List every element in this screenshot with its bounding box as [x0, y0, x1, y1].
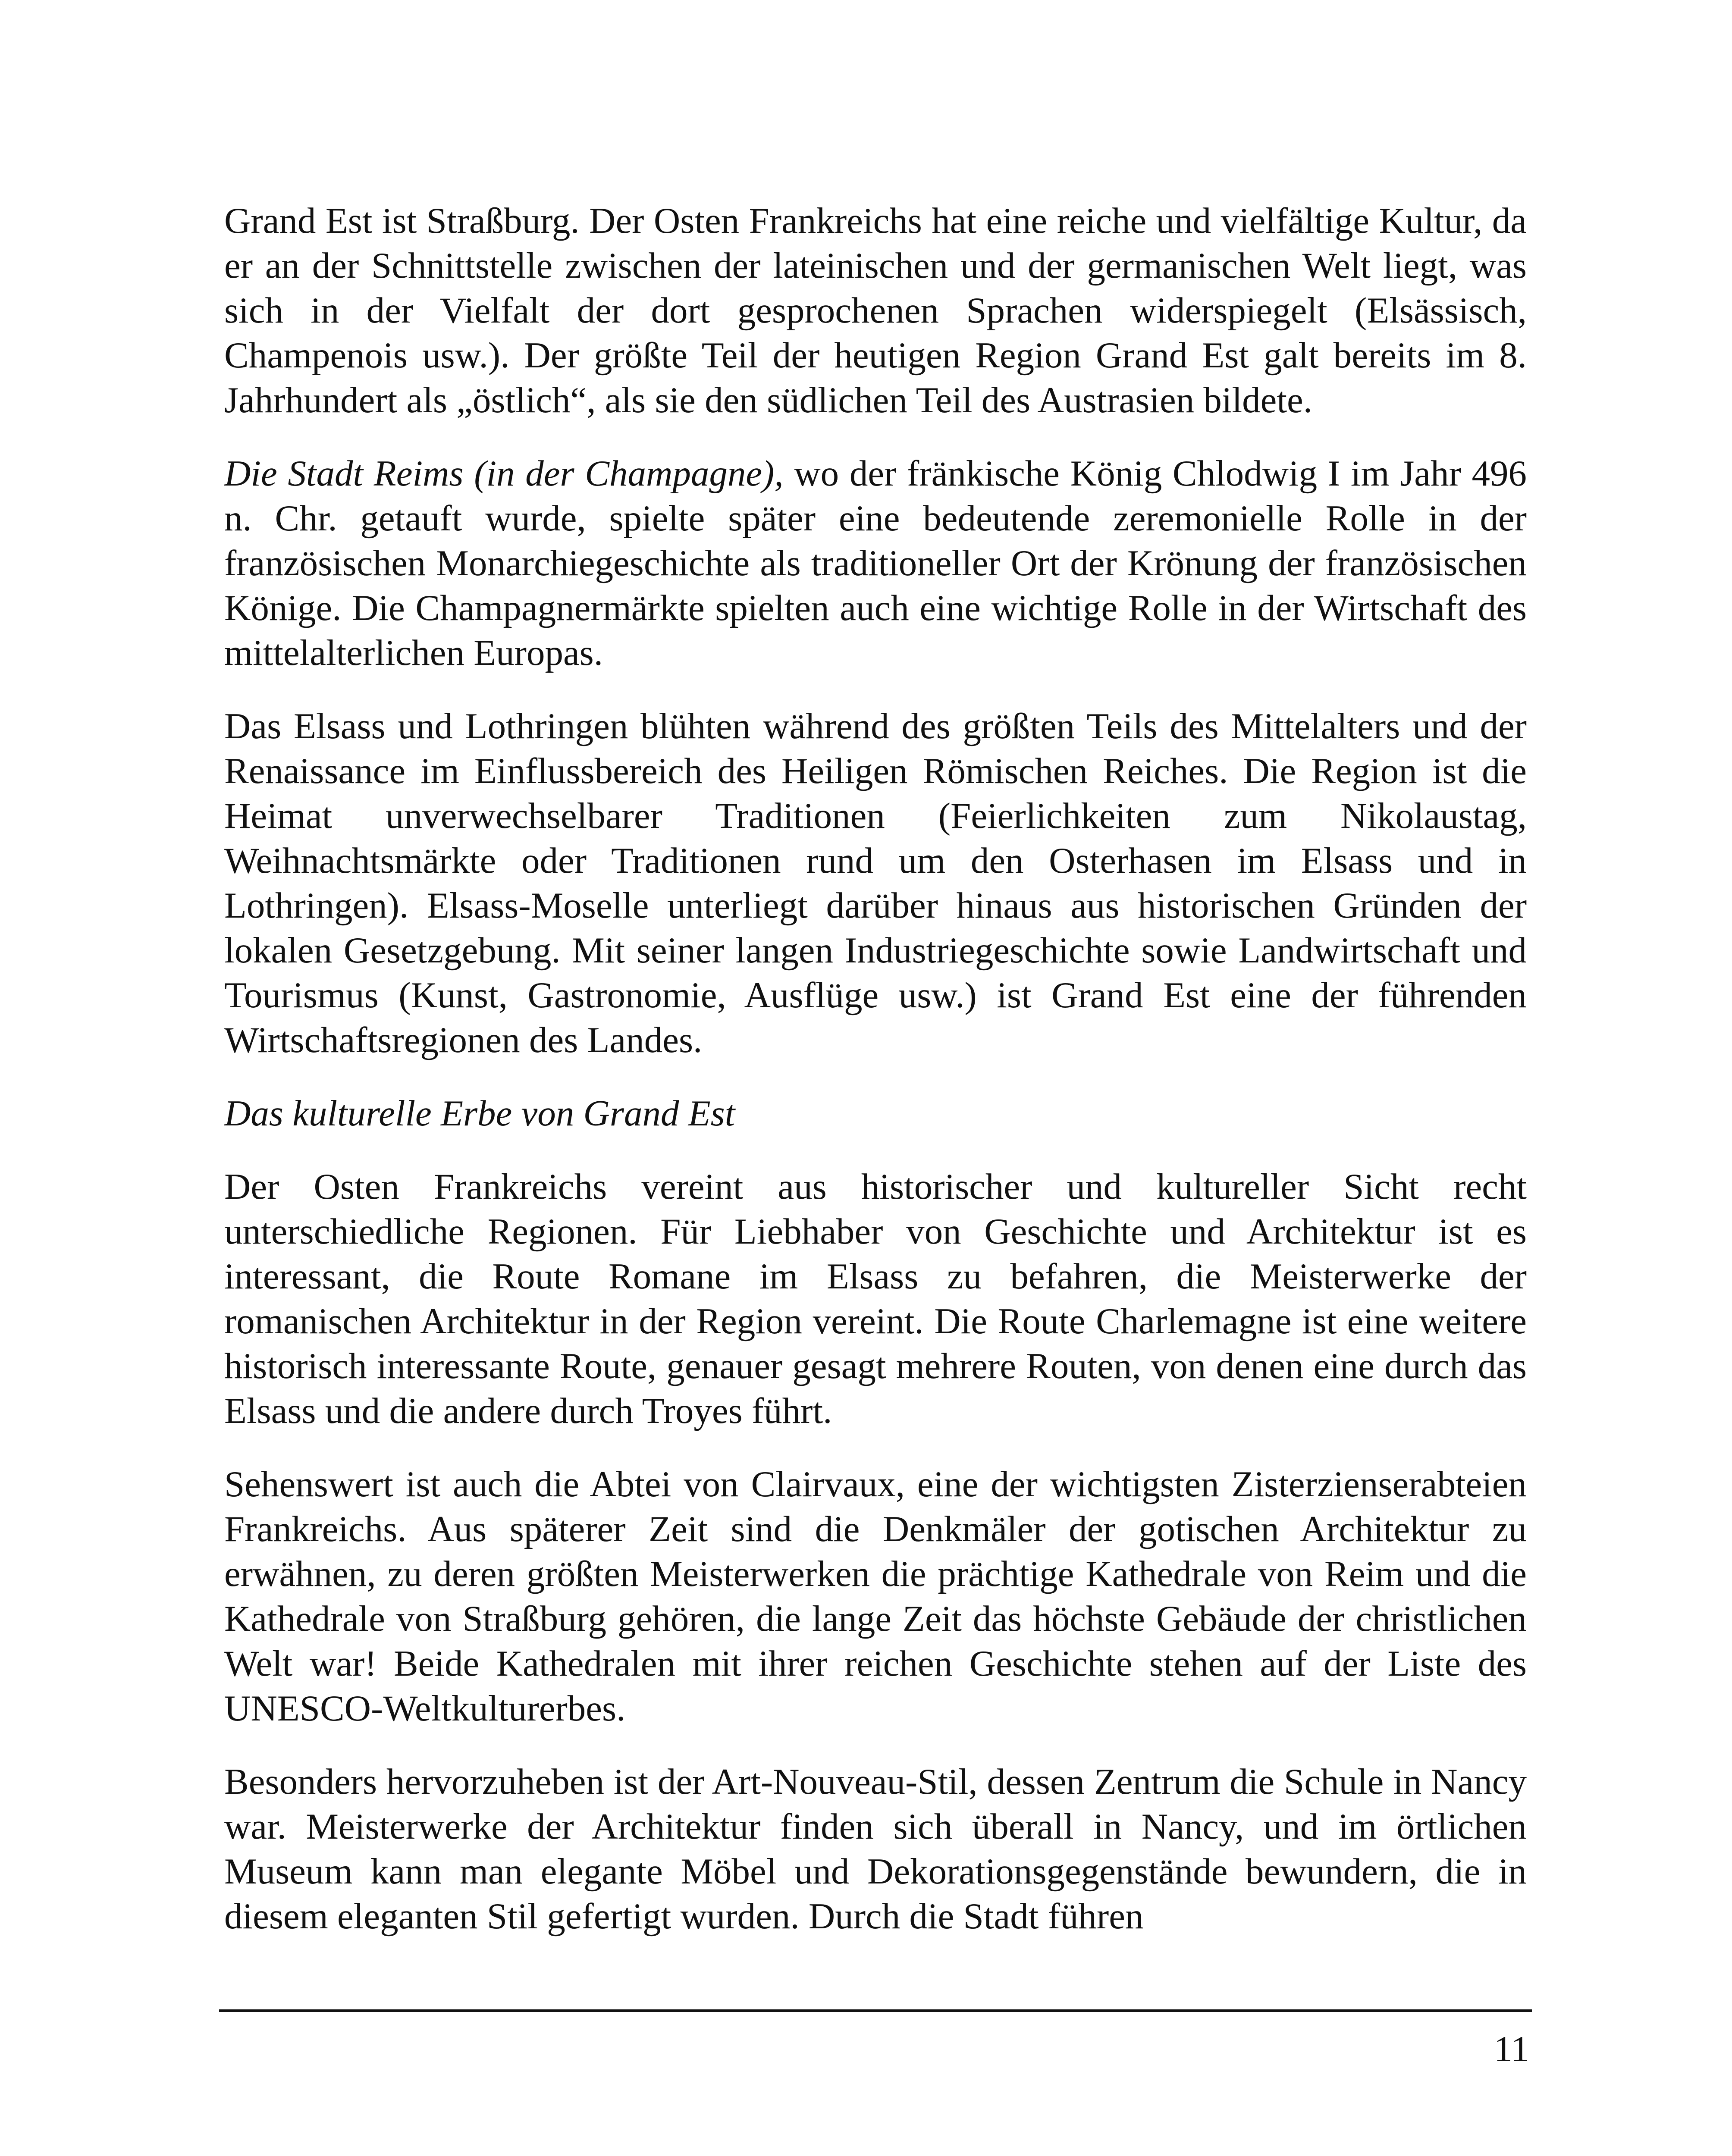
page-content	[224, 198, 1527, 1967]
paragraph-elsass-lothringen: Das Elsass und Lothringen blühten während des größten Teils des Mittelalters und der Renaissance im Einflussbereich des Heiligen Römischen Reiches. Die Region ist die Heimat unverwechselbarer Traditionen (Feierlichkeiten zum Nikolaustag, Weihnachtsmärkte oder Traditionen rund um den Osterhasen im Elsass und in Lothringen). Elsass-Moselle unterliegt darüber hinaus aus historischen Gründen der lokalen Gesetzgebung. Mit seiner langen Industriegeschichte sowie Landwirtschaft und Tourismus (Kunst, Gastronomie, Ausflüge usw.) ist Grand Est eine der führenden Wirtschaftsregionen des Landes.	[224, 706, 1527, 1060]
reims-paragraph-body: wo der fränkische König Chlodwig I im Jahr 496 n. Chr. getauft wurde, spielte später eine bedeutende zeremonielle Rolle in der französischen Monarchiegeschichte als traditioneller Ort der Krönung der französischen Könige. Die Champagnermärkte spielten auch eine wichtige Rolle in der Wirtschaft des mittelalterlichen Europas.	[224, 453, 1527, 673]
paragraph-abtei-kathedralen: Sehenswert ist auch die Abtei von Clairvaux, eine der wichtigsten Zisterzienserabteien Frankreichs. Aus späterer Zeit sind die Denkmäler der gotischen Architektur zu erwähnen, zu deren größten Meisterwerken die prächtige Kathedrale von Reim und die Kathedrale von Straßburg gehören, die lange Zeit das höchste Gebäude der christlichen Welt war! Beide Kathedralen mit ihrer reichen Geschichte stehen auf der Liste des UNESCO-Weltkulturerbes.	[224, 1464, 1527, 1729]
page-number: 11	[1494, 2029, 1529, 2069]
paragraph-grand-est-culture: Grand Est ist Straßburg. Der Osten Frankreichs hat eine reiche und vielfältige Kultur, da er an der Schnittstelle zwischen der lateinischen und der germanischen Welt liegt, was sich in der Vielfalt der dort gesprochenen Sprachen widerspiegelt (Elsässisch, Champenois usw.). Der größte Teil der heutigen Region Grand Est galt bereits im 8. Jahrhundert als „östlich“, als sie den südlichen Teil des Austrasien bildete.	[224, 201, 1527, 420]
footer-divider	[219, 2009, 1532, 2012]
section-heading: Das kulturelle Erbe von Grand Est	[224, 1093, 735, 1134]
paragraph-reims	[224, 451, 1527, 675]
reims-italic-lead: Die Stadt Reims (in der Champagne),	[224, 453, 784, 494]
paragraph-osten-regionen: Der Osten Frankreichs vereint aus historischer und kultureller Sicht recht unterschiedliche Regionen. Für Liebhaber von Geschichte und Architektur ist es interessant, die Route Romane im Elsass zu befahren, die Meisterwerke der romanischen Architektur in der Region vereint. Die Route Charlemagne ist eine weitere historisch interessante Route, genauer gesagt mehrere Routen, von denen eine durch das Elsass und die andere durch Troyes führt.	[224, 1166, 1527, 1431]
paragraph-art-nouveau: Besonders hervorzuheben ist der Art-Nouveau-Stil, dessen Zentrum die Schule in Nancy war. Meisterwerke der Architektur finden sich überall in Nancy, und im örtlichen Museum kann man elegante Möbel und Dekorationsgegenstände bewundern, die in diesem eleganten Stil gefertigt wurden. Durch die Stadt führen	[224, 1761, 1527, 1937]
